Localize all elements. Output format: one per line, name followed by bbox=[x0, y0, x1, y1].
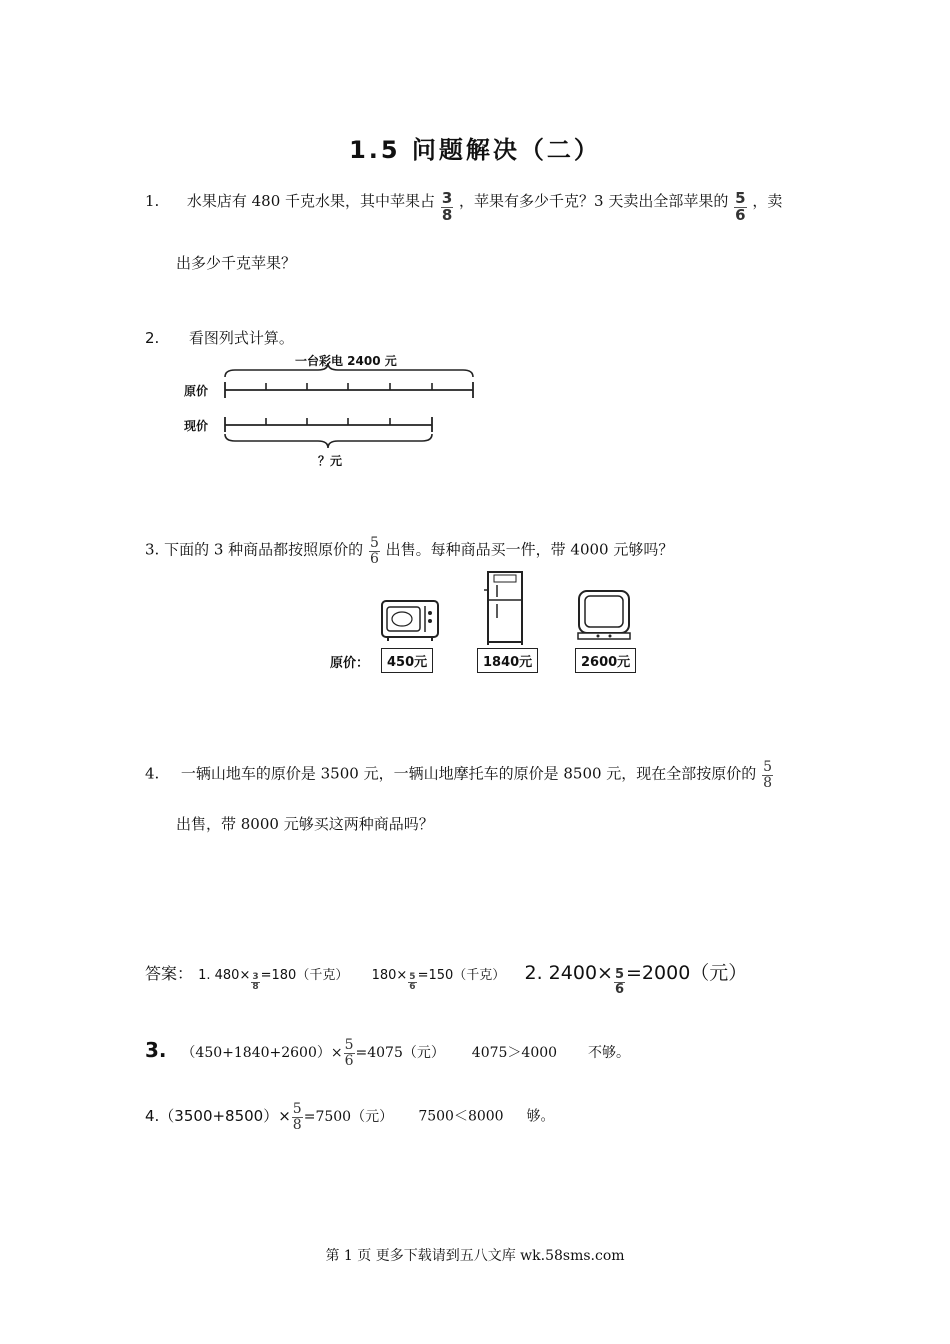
question-2 bbox=[145, 327, 294, 348]
fraction: $\frac{5}{6}$ bbox=[409, 971, 416, 992]
answer-3-result: 不够。 bbox=[587, 1045, 630, 1061]
price-label: 原价： bbox=[330, 656, 370, 671]
price-box-microwave: 450元 bbox=[381, 648, 433, 673]
fraction: $\frac{5}{6}$ bbox=[735, 189, 746, 224]
page-title: 1.5 问题解决（二） bbox=[349, 136, 601, 164]
diagram-row-label-current: 现价 bbox=[184, 419, 209, 433]
answer-number: 3. bbox=[145, 1038, 167, 1062]
question-4 bbox=[145, 760, 774, 790]
answer-4-comparison: 7500＜8000 bbox=[418, 1108, 504, 1125]
bottom-brace bbox=[225, 434, 432, 448]
diagram-unknown-label: ？元 bbox=[318, 454, 343, 468]
fraction: $\frac{3}{8}$ bbox=[252, 971, 259, 992]
question-text: 3. 下面的 3 种商品都按照原价的 bbox=[145, 540, 364, 559]
question-text: 看图列式计算。 bbox=[188, 329, 294, 347]
answer-1b: 180× $\frac{5}{6}$ =150（千克） bbox=[371, 968, 506, 992]
question-1 bbox=[145, 190, 782, 224]
answer-3-comparison: 4075＞4000 bbox=[471, 1045, 558, 1061]
answer-label: 答案： bbox=[145, 964, 194, 983]
question-text: 出多少千克苹果？ bbox=[176, 254, 297, 272]
fraction: $\frac{5}{6}$ bbox=[369, 535, 379, 567]
answer-3-expression: （450+1840+2600）× $\frac{5}{6}$ =4075（元） bbox=[181, 1037, 445, 1069]
microwave-icon bbox=[380, 598, 440, 642]
question-3 bbox=[145, 536, 673, 566]
answer-line-3 bbox=[145, 1038, 630, 1069]
answer-4-expression: 4.（3500+8500）× $\frac{5}{8}$ =7500（元） bbox=[145, 1101, 394, 1133]
page-footer: 第 1 页 更多下载请到五八文库 wk.58sms.com bbox=[325, 1248, 625, 1264]
product-figure bbox=[320, 568, 660, 683]
question-text: ，苹果有多少千克？3 天卖出全部苹果的 bbox=[459, 192, 729, 210]
fraction: $\frac{5}{6}$ bbox=[614, 967, 625, 997]
price-box-television: 2600元 bbox=[575, 648, 636, 673]
answer-4-result: 够。 bbox=[526, 1108, 555, 1125]
answer-line-4 bbox=[145, 1102, 554, 1132]
question-text: 一辆山地车的原价是 3500 元，一辆山地摩托车的原价是 8500 元，现在全部按原价的 bbox=[180, 764, 757, 783]
fraction: $\frac{3}{8}$ bbox=[441, 189, 453, 224]
refrigerator-icon bbox=[480, 570, 530, 646]
question-number: 1. bbox=[145, 192, 160, 210]
question-text: ，卖 bbox=[752, 192, 783, 210]
fraction: $\frac{5}{6}$ bbox=[344, 1037, 354, 1069]
television-icon bbox=[576, 588, 632, 646]
price-box-refrigerator: 1840元 bbox=[477, 648, 538, 673]
question-number: 4. bbox=[145, 764, 160, 783]
question-text: 出售。每种商品买一件，带 4000 元够吗？ bbox=[385, 540, 674, 559]
diagram-row-label-original: 原价 bbox=[184, 384, 209, 398]
answer-1a: 1. 480× $\frac{3}{8}$ =180（千克） bbox=[198, 968, 349, 992]
fraction: $\frac{5}{8}$ bbox=[763, 759, 773, 791]
answer-2: 2. 2400× $\frac{5}{6}$ =2000（元） bbox=[524, 962, 748, 997]
segment-diagram bbox=[180, 350, 480, 470]
fraction: $\frac{5}{8}$ bbox=[292, 1101, 302, 1133]
diagram-total-label: 一台彩电 2400 元 bbox=[295, 354, 397, 368]
question-text: 水果店有 480 千克水果，其中苹果占 bbox=[186, 192, 436, 210]
question-number: 2. bbox=[145, 329, 160, 347]
answer-line-1 bbox=[145, 958, 747, 997]
question-text: 出售，带 8000 元够买这两种商品吗？ bbox=[176, 815, 434, 833]
